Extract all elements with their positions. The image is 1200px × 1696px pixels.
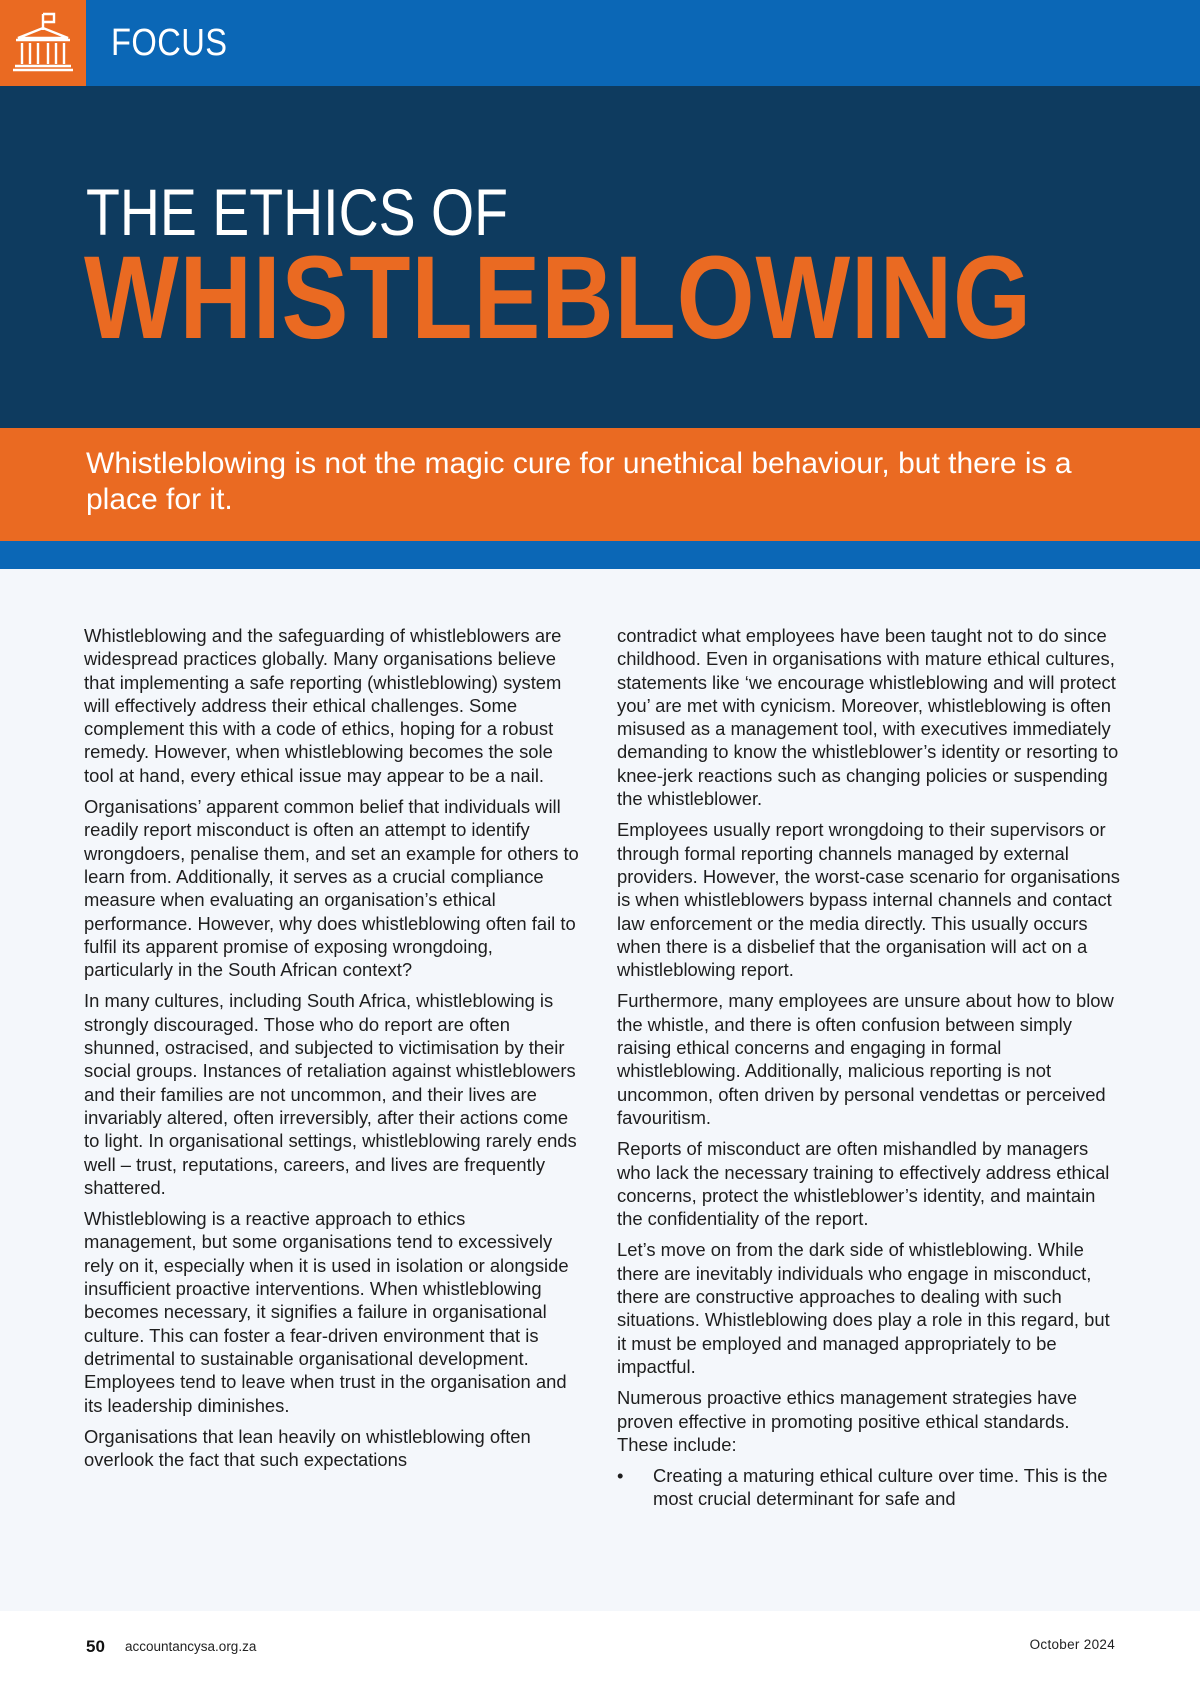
paragraph: Whistleblowing and the safeguarding of whistleblowers are widespread practices globally. Many organisations believe that implementing a safe reporting (whistleblowing) system will effectively address their ethical challenges. Some complement this with a code of ethics, hoping for a robust remedy. However, when whistleblowing becomes the sole tool at hand, every ethical issue may appear to be a nail. [84,625,562,786]
bullet-text: Creating a maturing ethical culture over time. This is the most crucial determinant for safe and [653,1465,1108,1510]
section-label: FOCUS [111,22,228,64]
paragraph: Organisations’ apparent common belief that individuals will readily report misconduct is often an attempt to identify wrongdoers, penalise them, and set an example for others to learn from. Additionally, it serves as a crucial compliance measure when evaluating an organisation’s ethical performance. However, why does whistleblowing often fail to fulfil its apparent promise of exposing wrongdoing, particularly in the South African context? [84,796,579,981]
website-link[interactable]: accountancysa.org.za [125,1639,257,1654]
divider-strip [0,541,1200,569]
paragraph: Let’s move on from the dark side of whistleblowing. While there are inevitably individuals who engage in misconduct, there are constructive approaches to dealing with such situations. Whistleblowing does play a role in this regard, but it must be employed and managed appropriately to be impactful. [617,1239,1110,1377]
top-bar [0,0,1200,86]
title-banner [0,86,1200,428]
title-line-2: WHISTLEBLOWING [84,232,1032,364]
left-column [84,624,582,1479]
bullet-item [617,1464,1122,1511]
paragraph: Numerous proactive ethics management strategies have proven effective in promoting positive ethical standards. These include: [617,1387,1077,1455]
building-with-flag-icon [10,10,76,76]
issue-date: October 2024 [1029,1637,1115,1652]
right-column [617,624,1122,1511]
paragraph: Reports of misconduct are often mishandled by managers who lack the necessary training to effectively address ethical concerns, protect the whistleblower’s identity, and maintain the confidentiality of the report. [617,1138,1110,1230]
standfirst-band [0,428,1200,541]
page-number: 50 [86,1637,105,1656]
title-line-1: THE ETHICS OF [86,175,508,249]
paragraph: Organisations that lean heavily on whistleblowing often overlook the fact that such expectations [84,1425,531,1471]
paragraph: Furthermore, many employees are unsure about how to blow the whistle, and there is often confusion between simply raising ethical concerns and engaging in formal whistleblowing. Additionally, malicious reporting is not uncommon, often driven by personal vendettas or perceived favouritism. [617,990,1114,1128]
paragraph: Employees usually report wrongdoing to their supervisors or through formal reporting channels managed by external providers. However, the worst-case scenario for organisations is when whistleblowers bypass internal channels and contact law enforcement or the media directly. This usually occurs when there is a disbelief that the organisation will act on a whistleblowing report. [617,819,1120,981]
bullet-marker: • [617,1465,624,1487]
article-body [0,569,1200,1611]
paragraph: In many cultures, including South Africa, whistleblowing is strongly discouraged. Those who do report are often shunned, ostracised, and subjected to victimisation by their social groups. Instances of retaliation against whistleblowers and their families are not uncommon, and their lives are invariably altered, often irreversibly, after their actions come to light. In organisational settings, whistleblowing rarely ends well – trust, reputations, careers, and lives are frequently shattered. [84,990,577,1198]
paragraph: contradict what employees have been taught not to do since childhood. Even in organisations with mature ethical cultures, statements like ‘we encourage whistleblowing and will protect you’ are met with cynicism. Moreover, whistleblowing is often misused as a management tool, with executives immediately demanding to know the whistleblower’s identity or resorting to knee-jerk reactions such as changing policies or suspending the whistleblower. [617,625,1119,810]
paragraph: Whistleblowing is a reactive approach to ethics management, but some organisations tend to excessively rely on it, especially when it is used in isolation or alongside insufficient proactive interventions. When whistleblowing becomes necessary, it signifies a failure in organisational culture. This can foster a fear-driven environment that is detrimental to sustainable organisational development. Employees tend to leave when trust in the organisation and its leadership diminishes. [84,1208,569,1416]
standfirst: Whistleblowing is not the magic cure for unethical behaviour, but there is a place for it. [86,447,1072,516]
section-logo [0,0,86,86]
page-footer [0,1611,1200,1696]
